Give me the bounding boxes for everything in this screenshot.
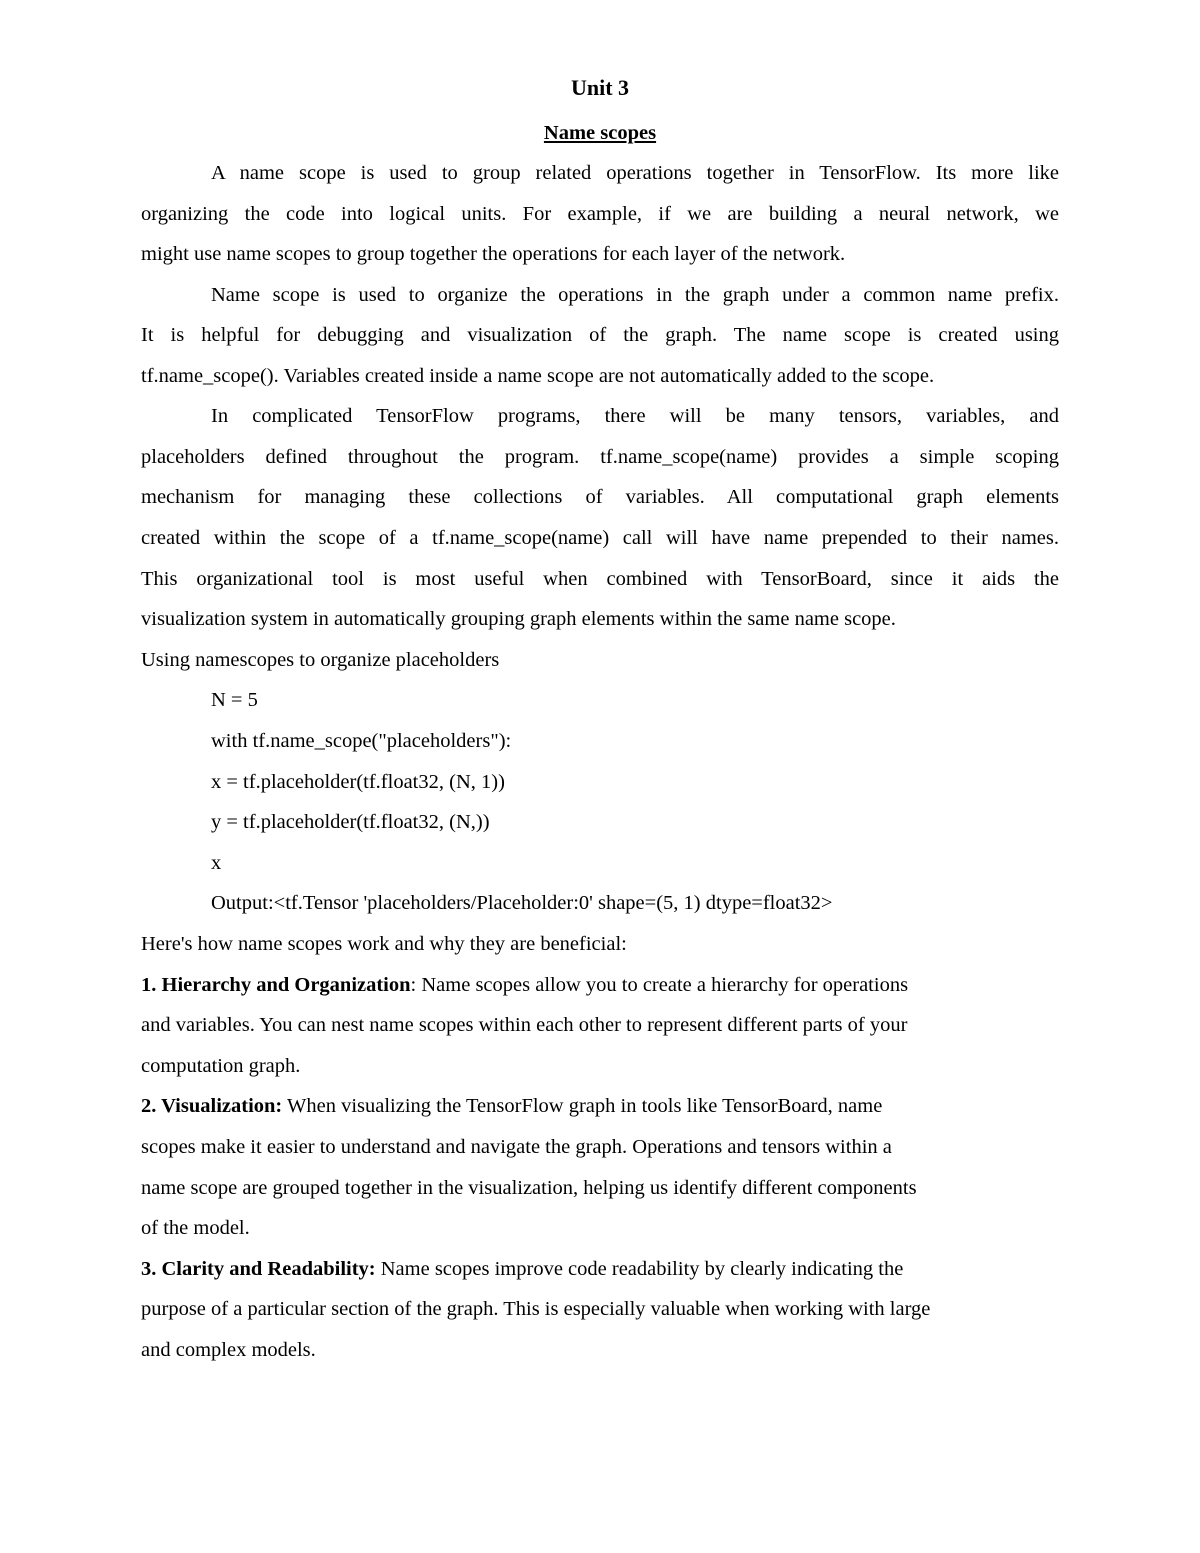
code-line: y = tf.placeholder(tf.float32, (N,)) xyxy=(211,811,490,833)
benefit-item xyxy=(141,1257,1059,1281)
benefit-line: of the model. xyxy=(141,1217,250,1239)
para3-line: This organizational tool is most useful when combined with TensorBoard, since it aids the xyxy=(141,568,1059,590)
para3-line: created within the scope of a tf.name_scope(name) call will have name prepended to their names. xyxy=(141,527,1059,549)
para3-line: In complicated TensorFlow programs, there will be many tensors, variables, and xyxy=(211,405,1059,427)
para1-line: might use name scopes to group together the operations for each layer of the network. xyxy=(141,243,846,265)
para3-line: mechanism for managing these collections of variables. All computational graph elements xyxy=(141,486,1059,508)
para2-line: tf.name_scope(). Variables created inside a name scope are not automatically added to the scope. xyxy=(141,365,935,387)
benefit-line: and variables. You can nest name scopes within each other to represent different parts of your xyxy=(141,1014,908,1036)
code-line: with tf.name_scope("placeholders"): xyxy=(211,730,512,752)
benefit-item xyxy=(141,1094,1059,1118)
benefit-heading: 1. Hierarchy and Organization xyxy=(141,974,411,996)
para2-line: Name scope is used to organize the operations in the graph under a common name prefix. xyxy=(211,284,1059,306)
benefit-heading: 3. Clarity and Readability: xyxy=(141,1258,376,1280)
section-title: Name scopes xyxy=(543,122,657,144)
benefit-text: Name scopes improve code readability by clearly indicating the xyxy=(375,1258,904,1280)
para2-line: It is helpful for debugging and visualization of the graph. The name scope is created using xyxy=(141,324,1059,346)
para3-line: placeholders defined throughout the program. tf.name_scope(name) provides a simple scoping xyxy=(141,446,1059,468)
para1-line: A name scope is used to group related operations together in TensorFlow. Its more like xyxy=(211,162,1059,184)
benefit-line: purpose of a particular section of the graph. This is especially valuable when working with large xyxy=(141,1298,931,1320)
code-line: N = 5 xyxy=(211,689,258,711)
benefit-line: scopes make it easier to understand and navigate the graph. Operations and tensors within a xyxy=(141,1136,892,1158)
unit-title: Unit 3 xyxy=(570,75,630,100)
code-output-line: Output:<tf.Tensor 'placeholders/Placeholder:0' shape=(5, 1) dtype=float32> xyxy=(211,892,833,914)
benefit-text: : Name scopes allow you to create a hierarchy for operations xyxy=(410,974,909,996)
benefit-line: name scope are grouped together in the visualization, helping us identify different components xyxy=(141,1177,917,1199)
para3-line: visualization system in automatically grouping graph elements within the same name scope. xyxy=(141,608,896,630)
benefit-item xyxy=(141,973,1059,997)
benefit-text: When visualizing the TensorFlow graph in tools like TensorBoard, name xyxy=(282,1095,883,1117)
code-line: x = tf.placeholder(tf.float32, (N, 1)) xyxy=(211,771,505,793)
benefit-line: computation graph. xyxy=(141,1055,301,1077)
para1-line: organizing the code into logical units. For example, if we are building a neural network, we xyxy=(141,203,1059,225)
benefits-intro: Here's how name scopes work and why they are beneficial: xyxy=(141,933,627,955)
code-intro: Using namescopes to organize placeholders xyxy=(141,649,500,671)
code-line: x xyxy=(211,852,222,874)
benefit-heading: 2. Visualization: xyxy=(141,1095,283,1117)
benefit-line: and complex models. xyxy=(141,1339,316,1361)
